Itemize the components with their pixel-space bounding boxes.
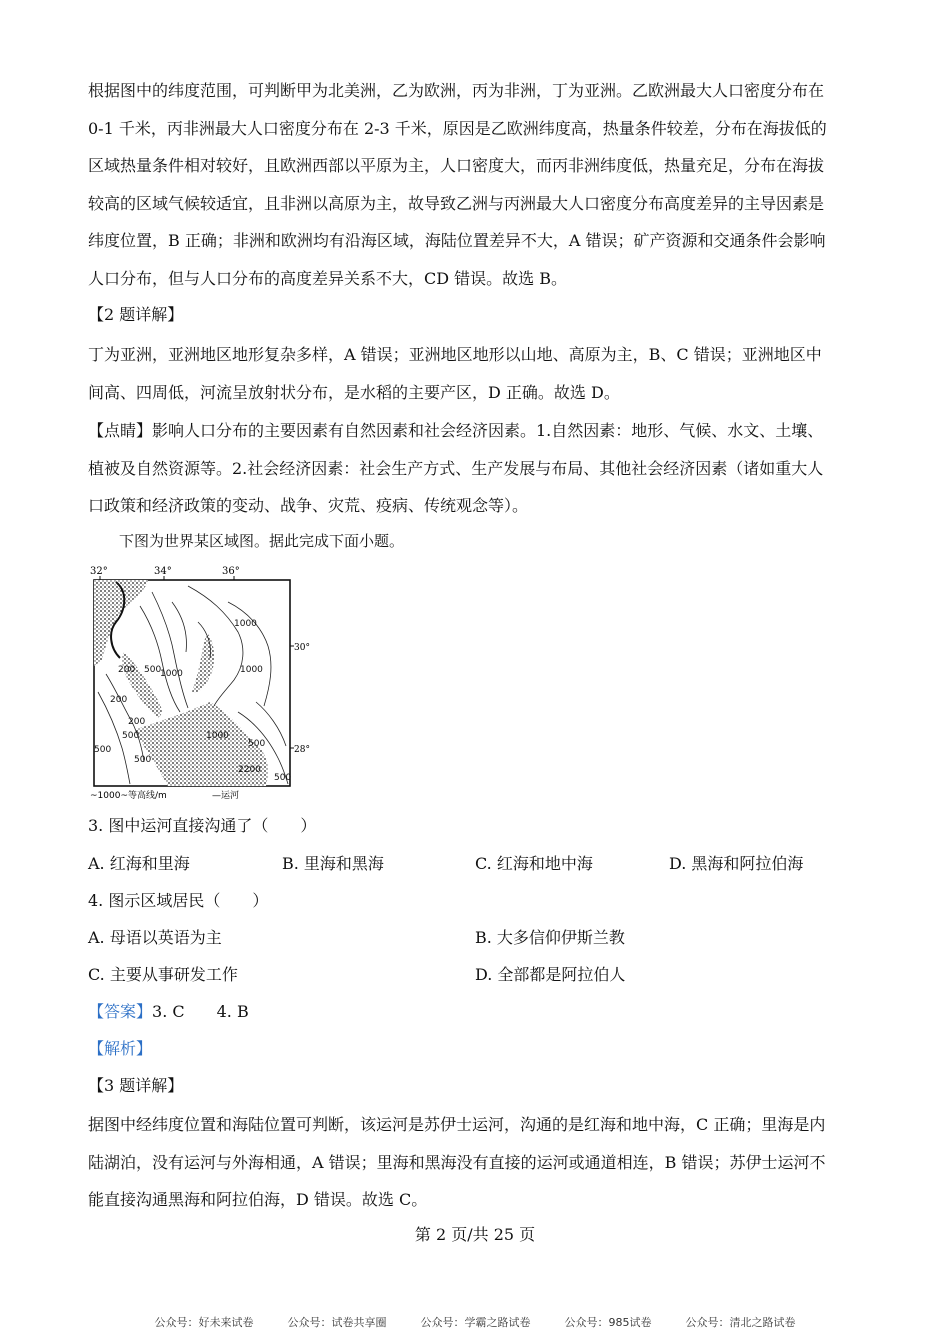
- text-line: 纬度位置，B 正确；非洲和欧洲均有沿海区域，海陆位置差异不大，A 错误；矿产资源和交通条件会影响: [88, 231, 826, 251]
- contour-label: 500: [144, 665, 162, 675]
- text-line: 能直接沟通黑海和阿拉伯海，D 错误。故选 C。: [88, 1190, 428, 1210]
- contour-label: 2200: [238, 765, 261, 775]
- explanation-paragraph-q3: [88, 1106, 863, 1219]
- watermark-text: 公众号：好未来试卷: [154, 1316, 254, 1329]
- question-4-option-d: D. 全部都是阿拉伯人: [475, 965, 626, 984]
- contour-label: 1000: [160, 669, 183, 679]
- lon-label: 34°: [154, 566, 172, 577]
- lat-label: 30°: [294, 643, 310, 653]
- explanation-paragraph-q1: [88, 72, 863, 298]
- explanation-paragraph-q2: [88, 336, 863, 411]
- contour-label: 500: [122, 731, 140, 741]
- question-4-stem: 4. 图示区域居民（ ）: [88, 891, 269, 910]
- lon-label: 36°: [222, 566, 240, 577]
- contour-label: 200: [110, 695, 128, 705]
- text-line: 据图中经纬度位置和海陆位置可判断，该运河是苏伊士运河，沟通的是红海和地中海，C 正确；里海是内: [88, 1115, 826, 1134]
- contour-label: 500: [94, 745, 112, 755]
- question-4-option-b: B. 大多信仰伊斯兰教: [475, 928, 625, 947]
- contour-label: 1000: [240, 665, 263, 675]
- text-line: 丁为亚洲，亚洲地区地形复杂多样，A 错误；亚洲地区地形以山地、高原为主，B、C 错误；亚洲地区中: [88, 345, 822, 364]
- answer-text: 3. C 4. B: [152, 1002, 249, 1021]
- text-line: 0-1 千米，丙非洲最大人口密度分布在 2-3 千米，原因是乙欧洲纬度高，热量条件较差，分布在海拔低的: [88, 118, 827, 138]
- contour-label: 1000: [206, 731, 229, 741]
- lon-label: 32°: [90, 566, 108, 577]
- figure-intro: 下图为世界某区域图。据此完成下面小题。: [119, 532, 405, 550]
- watermark-text: 公众号：试卷共享圈: [287, 1316, 387, 1329]
- question-3-option-b: B. 里海和黑海: [282, 854, 384, 873]
- answer-label: 【答案】: [88, 1002, 153, 1021]
- tip-paragraph: [88, 412, 863, 525]
- question-4-option-a: A. 母语以英语为主: [88, 928, 222, 947]
- question-3-option-c: C. 红海和地中海: [475, 854, 593, 873]
- text-line: 较高的区域气候较适宜，且非洲以高原为主，故导致乙洲与丙洲最大人口密度分布高度差异的主导因素是: [88, 193, 825, 213]
- q3-heading: 【3 题详解】: [88, 1076, 184, 1095]
- contour-label: 1000: [234, 619, 257, 629]
- contour-label: 500: [248, 739, 266, 749]
- text-line: 区域热量条件相对较好，且欧洲西部以平原为主，人口密度大，而丙非洲纬度低，热量充足，分布在海拔: [88, 156, 825, 176]
- legend-contour: ~1000~等高线/m: [90, 791, 167, 801]
- question-3-option-a: A. 红海和里海: [88, 854, 190, 873]
- text-line: 【点睛】影响人口分布的主要因素有自然因素和社会经济因素。1.自然因素：地形、气候、水文、土壤、: [88, 421, 824, 440]
- contour-label: 200: [118, 665, 136, 675]
- regional-map: [88, 562, 310, 802]
- text-line: 间高、四周低，河流呈放射状分布，是水稻的主要产区，D 正确。故选 D。: [88, 382, 620, 402]
- text-line: 陆湖泊，没有运河与外海相通，A 错误；里海和黑海没有直接的运河或通道相连，B 错误；苏伊士运河不: [88, 1152, 826, 1172]
- text-line: 植被及自然资源等。2.社会经济因素：社会生产方式、生产发展与布局、其他社会经济因素（诸如重大人: [88, 458, 824, 478]
- contour-label: 500: [134, 755, 152, 765]
- watermark-text: 公众号：清北之路试卷: [685, 1316, 796, 1329]
- analysis-label: 【解析】: [88, 1039, 153, 1058]
- question-3-option-d: D. 黑海和阿拉伯海: [669, 854, 804, 873]
- text-line: 人口分布，但与人口分布的高度差异关系不大，CD 错误。故选 B。: [88, 268, 568, 288]
- text-line: 口政策和经济政策的变动、战争、灾荒、疫病、传统观念等）。: [88, 496, 529, 516]
- watermark-text: 公众号：985试卷: [564, 1316, 652, 1329]
- question-3-stem: 3. 图中运河直接沟通了（ ）: [88, 816, 317, 835]
- question-4-option-c: C. 主要从事研发工作: [88, 965, 238, 984]
- page-number: 第 2 页/共 25 页: [414, 1225, 536, 1244]
- legend-canal: —运河: [212, 791, 240, 801]
- q2-heading: 【2 题详解】: [88, 305, 184, 324]
- answer-line: [88, 998, 249, 1026]
- lat-label: 28°: [294, 745, 310, 755]
- watermark-bar: [0, 1314, 950, 1330]
- contour-label: 200: [128, 717, 146, 727]
- text-line: 根据图中的纬度范围，可判断甲为北美洲，乙为欧洲，丙为非洲，丁为亚洲。乙欧洲最大人口密度分布在: [88, 81, 825, 100]
- contour-label: 500: [274, 773, 292, 783]
- watermark-text: 公众号：学霸之路试卷: [420, 1316, 531, 1329]
